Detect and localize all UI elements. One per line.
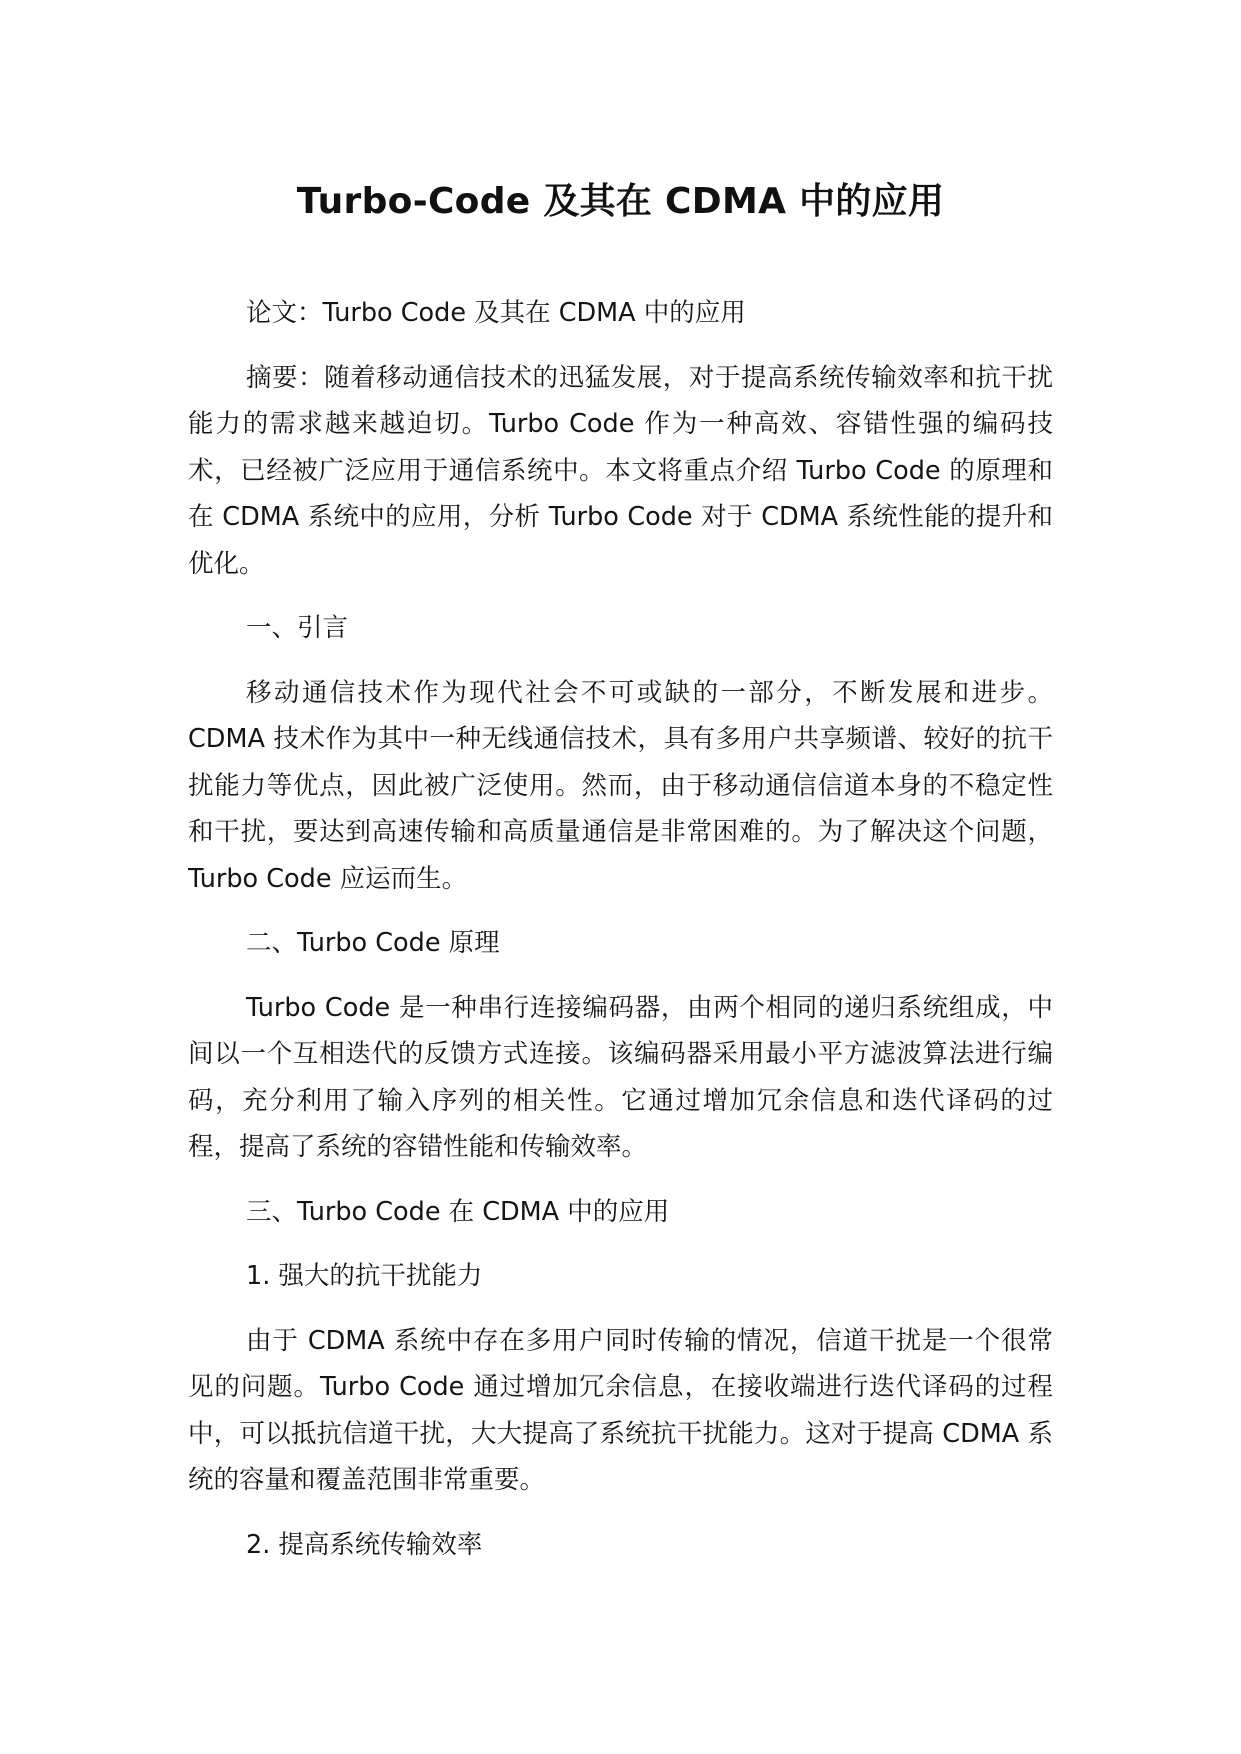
document-body bbox=[188, 290, 1053, 1586]
principle-paragraph: Turbo Code 是一种串行连接编码器，由两个相同的递归系统组成，中间以一个互相迭代的反馈方式连接。该编码器采用最小平方滤波算法进行编码，充分利用了输入序列的相关性。它通过增加冗余信息和迭代译码的过程，提高了系统的容错性能和传输效率。 bbox=[188, 992, 1053, 1162]
document-title: Turbo-Code 及其在 CDMA 中的应用 bbox=[296, 181, 945, 222]
anti-interference-paragraph: 由于 CDMA 系统中存在多用户同时传输的情况，信道干扰是一个很常见的问题。Turbo Code 通过增加冗余信息，在接收端进行迭代译码的过程中，可以抵抗信道干扰，大大提高了系统抗干扰能力。这对于提高 CDMA 系统的容量和覆盖范围非常重要。 bbox=[188, 1325, 1053, 1495]
subheading-transmission-efficiency: 2. 提高系统传输效率 bbox=[246, 1529, 483, 1560]
section-heading-introduction: 一、引言 bbox=[246, 613, 349, 643]
paper-label-paragraph: 论文：Turbo Code 及其在 CDMA 中的应用 bbox=[246, 298, 746, 328]
introduction-paragraph: 移动通信技术作为现代社会不可或缺的一部分，不断发展和进步。CDMA 技术作为其中一种无线通信技术，具有多用户共享频谱、较好的抗干扰能力等优点，因此被广泛使用。然而，由于移动通信信道本身的不稳定性和干扰，要达到高速传输和高质量通信是非常困难的。为了解决这个问题，Turbo Code 应运而生。 bbox=[188, 677, 1053, 894]
section-heading-application: 三、Turbo Code 在 CDMA 中的应用 bbox=[246, 1196, 670, 1227]
abstract-paragraph: 摘要：随着移动通信技术的迅猛发展，对于提高系统传输效率和抗干扰能力的需求越来越迫切。Turbo Code 作为一种高效、容错性强的编码技术，已经被广泛应用于通信系统中。本文将重点介绍 Turbo Code 的原理和在 CDMA 系统中的应用，分析 Turbo Code 对于 CDMA 系统性能的提升和优化。 bbox=[188, 362, 1053, 579]
subheading-anti-interference: 1. 强大的抗干扰能力 bbox=[246, 1261, 483, 1291]
section-heading-principle: 二、Turbo Code 原理 bbox=[246, 928, 500, 958]
